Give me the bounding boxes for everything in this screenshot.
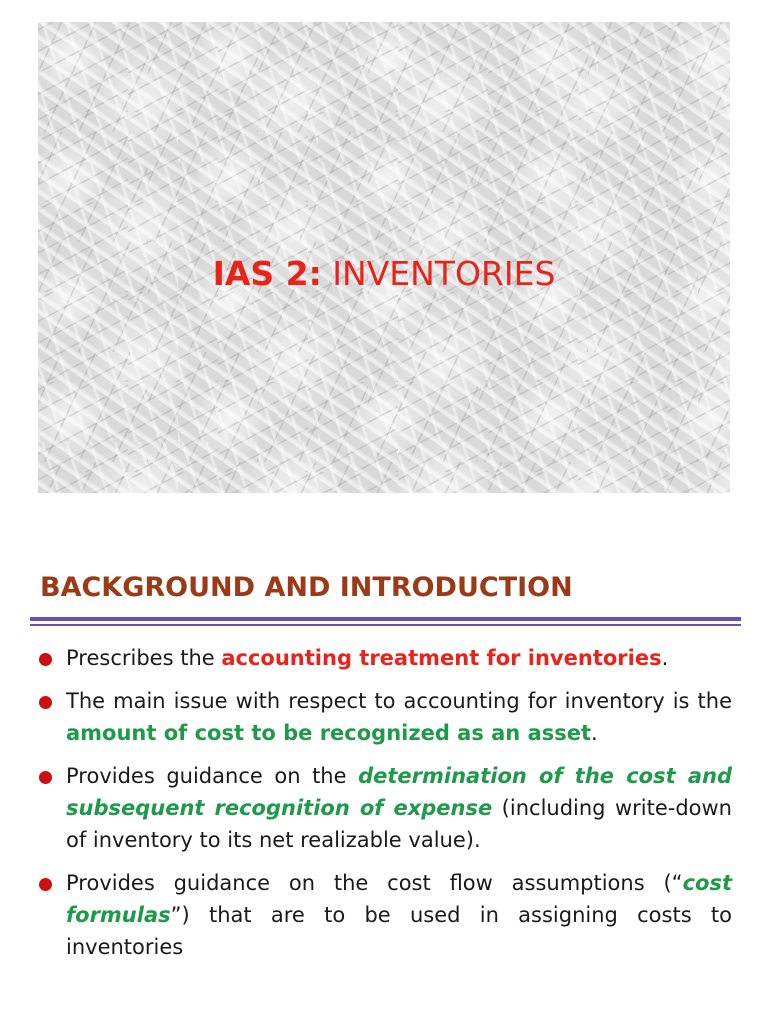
bullet-dot-icon: [39, 771, 52, 784]
list-item: [38, 867, 732, 963]
bullet-highlight: amount of cost to be recognized as an asset: [66, 721, 592, 745]
bullet-text-end: (including write-down of inventory to its net realizable value).: [66, 796, 732, 852]
slide-title: [38, 254, 730, 293]
bullet-text-end: ”) that are to be used in assigning costs to inventories: [66, 903, 732, 959]
bullet-text: Provides guidance on the cost flow assumptions (“: [66, 871, 683, 895]
bullet-text-end: .: [661, 646, 669, 670]
bullet-text-end: .: [591, 721, 598, 745]
bullet-dot-icon: [39, 653, 52, 666]
section-heading: BACKGROUND AND INTRODUCTION: [40, 572, 573, 603]
list-item: [38, 760, 732, 856]
list-item: [38, 685, 732, 749]
title-standard-number: IAS 2:: [212, 254, 322, 293]
bullet-text: The main issue with respect to accounting for inventory is the: [66, 689, 732, 713]
bullet-highlight: cost formulas: [66, 871, 732, 927]
bullet-highlight: determination of the cost and subsequent recognition of expense: [66, 764, 732, 820]
title-slide: [38, 22, 730, 493]
bullet-text: Provides guidance on the: [66, 764, 359, 788]
heading-rule-thin: [30, 624, 741, 626]
bullet-dot-icon: [39, 878, 52, 891]
list-item: [38, 642, 732, 674]
title-topic: INVENTORIES: [321, 254, 556, 293]
heading-rule-thick: [30, 617, 741, 621]
bullet-highlight: accounting treatment for inventories: [221, 646, 662, 670]
bullet-dot-icon: [39, 696, 52, 709]
bullet-text: Prescribes the: [66, 646, 222, 670]
bullet-list: [38, 642, 732, 974]
